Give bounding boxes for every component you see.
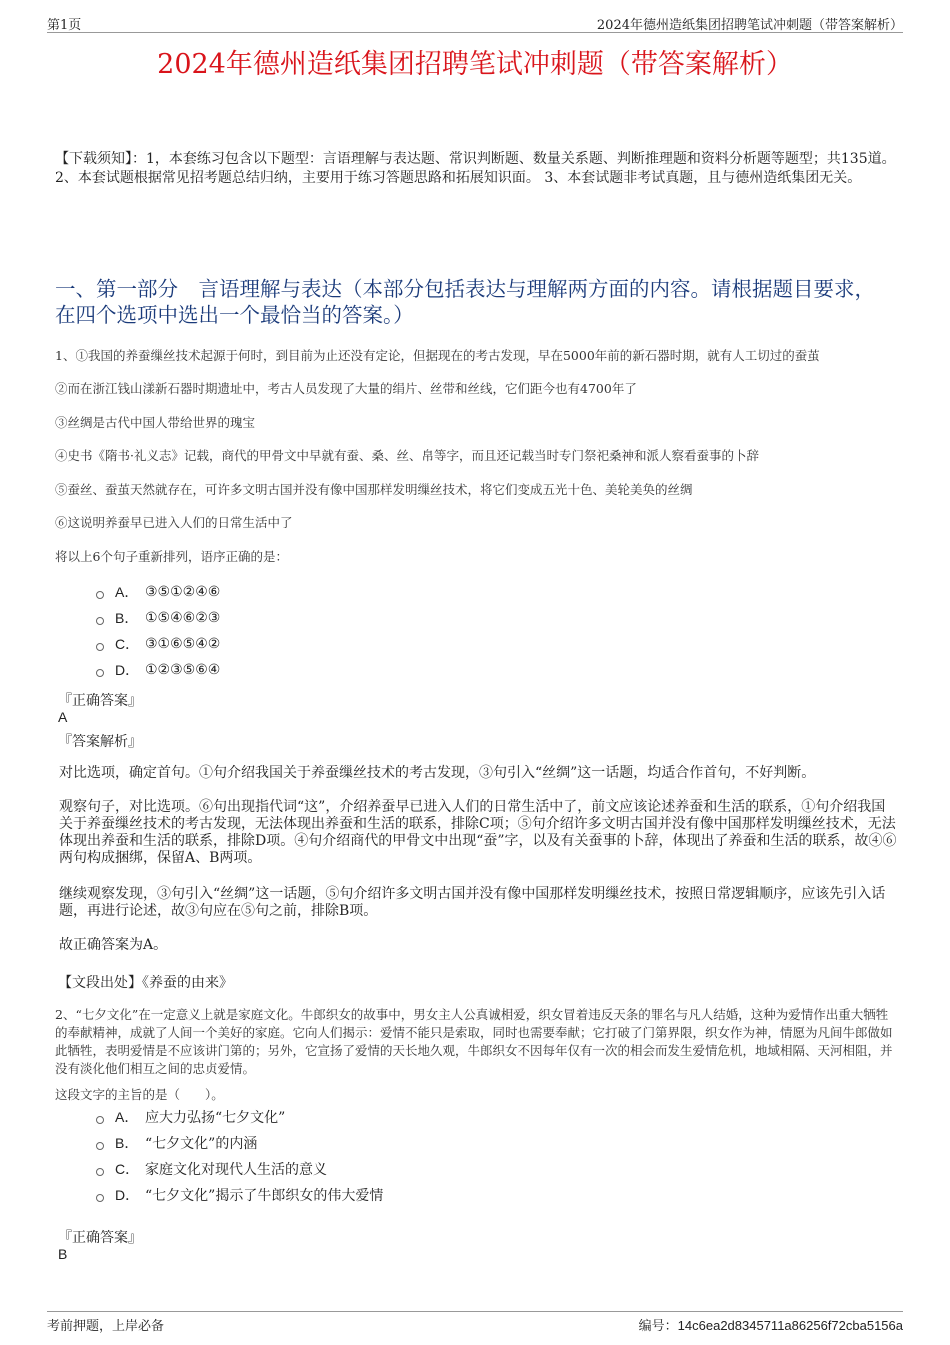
header-title: 2024年德州造纸集团招聘笔试冲刺题（带答案解析） bbox=[596, 18, 903, 33]
q1-option-d[interactable]: D． ①②③⑤⑥④ bbox=[96, 657, 220, 683]
document-code: 编号：14c6ea2d8345711a86256f72cba5156a bbox=[638, 1318, 903, 1334]
q1-options bbox=[96, 579, 220, 683]
q2-answer-label: 『正确答案』 bbox=[58, 1230, 142, 1246]
q1-answer-label: 『正确答案』 bbox=[58, 693, 142, 709]
page-number: 第1页 bbox=[47, 18, 82, 33]
q1-option-c[interactable]: C． ③①⑥⑤④② bbox=[96, 631, 220, 657]
q2-option-b[interactable]: B． “七夕文化”的内涵 bbox=[96, 1130, 383, 1156]
q2-option-c[interactable]: C． 家庭文化对现代人生活的意义 bbox=[96, 1156, 383, 1182]
footer-slogan: 考前押题，上岸必备 bbox=[47, 1319, 165, 1334]
q1-line-2: ②而在浙江钱山漾新石器时期遗址中，考古人员发现了大量的绢片、丝带和丝线，它们距今也有4700年了 bbox=[55, 381, 637, 396]
q2-option-d[interactable]: D． “七夕文化”揭示了牛郎织女的伟大爱情 bbox=[96, 1182, 383, 1208]
radio-icon[interactable] bbox=[96, 1142, 104, 1150]
q1-line-5: ⑤蚕丝、蚕茧天然就存在，可许多文明古国并没有像中国那样发明缫丝技术，将它们变成五光十色、美轮美奂的丝绸 bbox=[55, 482, 693, 497]
radio-icon[interactable] bbox=[96, 591, 104, 599]
q2-text: 2、“七夕文化”在一定意义上就是家庭文化。牛郎织女的故事中，男女主人公真诚相爱，织女冒着违反天条的罪名与凡人结婚，这种为爱情作出重大牺牲的奉献精神，成就了人间一个美好的家庭。它向人们揭示：爱情不能只是索取，同时也需要奉献；它打破了门第界限，织女作为神，情愿为凡间牛郎做如此牺牲，表明爱情是不应该讲门第的；另外，它宣扬了爱情的天长地久观，牛郎织女不因每年仅有一次的相会而发生爱情危机，地域相隔、天河相阻，并没有淡化他们相互之间的忠贞爱情。 bbox=[55, 1007, 893, 1076]
document-title: 2024年德州造纸集团招聘笔试冲刺题（带答案解析） bbox=[157, 49, 793, 80]
q1-option-b[interactable]: B． ①⑤④⑥②③ bbox=[96, 605, 220, 631]
q1-line-1: 1、①我国的养蚕缫丝技术起源于何时，到目前为止还没有定论，但据现在的考古发现，早在5000年前的新石器时期，就有人工切过的蚕茧 bbox=[55, 348, 820, 363]
radio-icon[interactable] bbox=[96, 1168, 104, 1176]
q1-analysis-4: 故正确答案为A。 bbox=[59, 937, 168, 953]
q2-options bbox=[96, 1104, 383, 1208]
radio-icon[interactable] bbox=[96, 617, 104, 625]
page-footer bbox=[47, 1311, 903, 1337]
q1-line-4: ④史书《隋书·礼义志》记载，商代的甲骨文中早就有蚕、桑、丝、帛等字，而且还记载当时专门祭祀桑神和派人察看蚕事的卜辞 bbox=[55, 448, 759, 463]
page-header bbox=[47, 14, 903, 33]
section-heading: 一、第一部分 言语理解与表达（本部分包括表达与理解两方面的内容。请根据题目要求，在四个选项中选出一个最恰当的答案。） bbox=[55, 277, 875, 327]
q1-line-3: ③丝绸是古代中国人带给世界的瑰宝 bbox=[55, 415, 256, 430]
q1-analysis-label: 『答案解析』 bbox=[58, 734, 142, 750]
q1-source: 【文段出处】《养蚕的由来》 bbox=[58, 975, 233, 991]
radio-icon[interactable] bbox=[96, 1194, 104, 1202]
q1-prompt: 将以上6个句子重新排列，语序正确的是： bbox=[55, 549, 288, 564]
radio-icon[interactable] bbox=[96, 1116, 104, 1124]
radio-icon[interactable] bbox=[96, 643, 104, 651]
download-notice: 【下载须知】：1，本套练习包含以下题型：言语理解与表达题、常识判断题、数量关系题、判断推理题和资料分析题等题型；共135道。 2、本套试题根据常见招考题总结归纳，主要用于练习答题思路和拓展知识面。 3、本套试题非考试真题，且与德州造纸集团无关。 bbox=[55, 151, 896, 186]
q2-prompt: 这段文字的主旨的是（ ）。 bbox=[55, 1087, 224, 1102]
q1-analysis-1: 对比选项，确定首句。①句介绍我国关于养蚕缫丝技术的考古发现，③句引入“丝绸”这一话题，均适合作首句，不好判断。 bbox=[59, 765, 816, 781]
q1-answer: A bbox=[58, 709, 68, 725]
q1-option-a[interactable]: A． ③⑤①②④⑥ bbox=[96, 579, 220, 605]
q2-option-a[interactable]: A． 应大力弘扬“七夕文化” bbox=[96, 1104, 383, 1130]
q1-analysis-3: 继续观察发现，③句引入“丝绸”这一话题，⑤句介绍许多文明古国并没有像中国那样发明缫丝技术，按照日常逻辑顺序，应该先引入话题，再进行论述，故③句应在⑤句之前，排除B项。 bbox=[59, 886, 886, 919]
q1-line-6: ⑥这说明养蚕早已进入人们的日常生活中了 bbox=[55, 515, 293, 530]
q2-answer: B bbox=[58, 1246, 68, 1262]
q1-analysis-2: 观察句子，对比选项。⑥句出现指代词“这”，介绍养蚕早已进入人们的日常生活中了，前文应该论述养蚕和生活的联系，①句介绍我国关于养蚕缫丝技术的考古发现，无法体现出养蚕和生活的联系，排除C项；⑤句介绍许多文明古国并没有像中国那样发明缫丝技术，无法体现出养蚕和生活的联系，排除D项。④句介绍商代的甲骨文中出现“蚕”字，以及有关蚕事的卜辞，体现出了养蚕和生活的联系，故④⑥两句构成捆绑，保留A、B两项。 bbox=[59, 799, 897, 866]
radio-icon[interactable] bbox=[96, 669, 104, 677]
